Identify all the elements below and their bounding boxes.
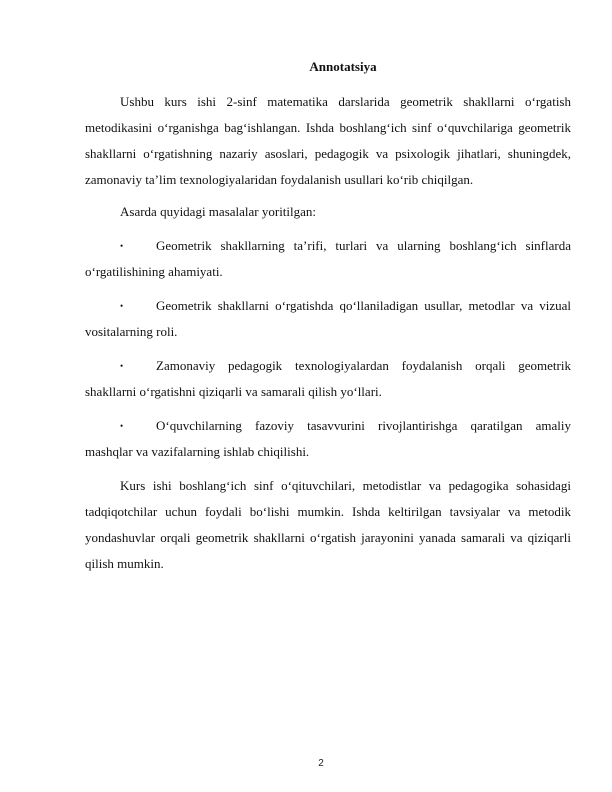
list-item-text: Geometrik shakllarning ta’rifi, turlari va ularning boshlang‘ich sinflarda o‘rgatilishining ahamiyati. — [85, 238, 571, 279]
conclusion-paragraph: Kurs ishi boshlang‘ich sinf o‘qituvchilari, metodistlar va pedagogika sohasidagi tadqiqotchilar uchun foydali bo‘lishi mumkin. Ishda keltirilgan tavsiyalar va metodik yondashuvlar orqali geometrik shakllarni o‘rgatish jarayonini yanada samarali va qiziqarli qilish mumkin. — [85, 478, 571, 571]
intro-paragraph: Ushbu kurs ishi 2-sinf matematika darslarida geometrik shakllarni o‘rgatish metodikasini o‘rganishga bag‘ishlangan. Ishda boshlang‘ich sinf o‘quvchilariga geometrik shakllarni o‘rgatishning nazariy asoslari, pedagogik va psixologik jihatlari, shuningdek, zamonaviy ta’lim texnologiyalaridan foydalanish usullari ko‘rib chiqilgan. — [85, 94, 571, 187]
page-number: 2 — [318, 758, 324, 769]
list-item — [85, 233, 571, 285]
page-title: Annotatsiya — [309, 59, 377, 74]
bullet-icon: • — [120, 421, 124, 431]
list-item-text: Zamonaviy pedagogik texnologiyalardan foydalanish orqali geometrik shakllarni o‘rgatishni qiziqarli va samarali qilish yo‘llari. — [85, 358, 571, 399]
list-lead-paragraph: Asarda quyidagi masalalar yoritilgan: — [120, 204, 317, 219]
bullet-icon: • — [120, 301, 124, 311]
list-item — [85, 293, 571, 345]
document-page — [85, 57, 571, 583]
list-item — [85, 413, 571, 465]
list-item — [85, 353, 571, 405]
list-item-text: O‘quvchilarning fazoviy tasavvurini rivojlantirishga qaratilgan amaliy mashqlar va vazifalarning ishlab chiqilishi. — [85, 418, 571, 459]
list-item-text: Geometrik shakllarni o‘rgatishda qo‘llaniladigan usullar, metodlar va vizual vositalarning roli. — [85, 298, 571, 339]
bullet-icon: • — [120, 361, 124, 371]
bullet-icon: • — [120, 241, 124, 251]
